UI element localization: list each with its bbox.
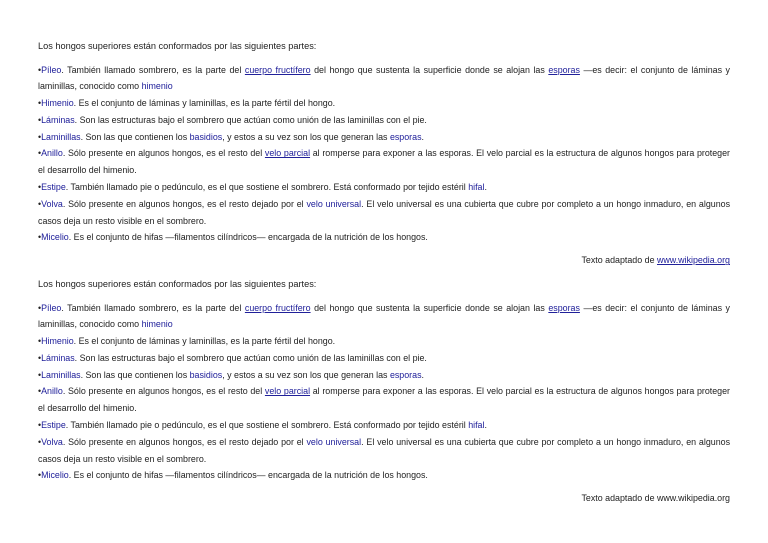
text-segment: al romperse para exponer a las esporas. El velo parcial es la estructura de algunos hongos para proteger el desarrollo del himenio. bbox=[38, 148, 730, 176]
term-label: Micelio bbox=[41, 470, 69, 481]
list-item bbox=[38, 333, 730, 350]
text-segment: . bbox=[421, 131, 424, 142]
term-label: Himenio bbox=[41, 98, 74, 109]
term-label: Píleo bbox=[41, 302, 62, 313]
keyword: basidios bbox=[189, 131, 223, 142]
bullet: • bbox=[38, 436, 42, 447]
source-line bbox=[38, 252, 730, 268]
text-segment: del hongo que sustenta la superficie donde se alojan las bbox=[310, 64, 549, 75]
parts-list bbox=[38, 62, 730, 247]
term-label: Láminas bbox=[41, 352, 75, 363]
term-label: Himenio bbox=[41, 336, 74, 347]
text-segment: . bbox=[484, 182, 487, 193]
inline-link[interactable]: velo parcial bbox=[264, 148, 311, 159]
text-segment: . Es el conjunto de hifas —filamentos cilíndricos— encargada de la nutrición de los hongos. bbox=[68, 470, 428, 481]
bullet: • bbox=[38, 198, 42, 209]
keyword: velo universal bbox=[306, 198, 362, 209]
text-segment: . Son las estructuras bajo el sombrero que actúan como unión de las laminillas con el pie. bbox=[74, 352, 427, 363]
bullet: • bbox=[38, 369, 42, 380]
list-item bbox=[38, 434, 730, 468]
term-label: Volva bbox=[41, 198, 63, 209]
keyword: hifal bbox=[468, 420, 485, 431]
source-prefix: Texto adaptado de bbox=[581, 255, 657, 266]
bullet: • bbox=[38, 302, 42, 313]
text-segment: . También llamado pie o pedúnculo, es el que sostiene el sombrero. Está conformado por tejido estéril bbox=[65, 420, 469, 431]
intro-text: Los hongos superiores están conformados por las siguientes partes: bbox=[38, 41, 317, 51]
bullet: • bbox=[38, 182, 42, 193]
text-segment: , y estos a su vez son los que generan las bbox=[222, 131, 390, 142]
term-label: Laminillas bbox=[41, 369, 81, 380]
inline-link[interactable]: esporas bbox=[548, 302, 580, 313]
text-segment: . Es el conjunto de láminas y laminillas, es la parte fértil del hongo. bbox=[73, 336, 336, 347]
text-segment: . También llamado sombrero, es la parte del bbox=[61, 302, 245, 313]
text-block-1 bbox=[38, 38, 730, 268]
list-item bbox=[38, 95, 730, 112]
text-segment: , y estos a su vez son los que generan las bbox=[222, 369, 390, 380]
text-segment: . bbox=[421, 369, 424, 380]
list-item bbox=[38, 179, 730, 196]
keyword: esporas bbox=[389, 369, 422, 380]
keyword: basidios bbox=[189, 369, 223, 380]
keyword: himenio bbox=[141, 319, 173, 330]
bullet: • bbox=[38, 386, 42, 397]
bullet: • bbox=[38, 148, 42, 159]
text-segment: . Son las estructuras bajo el sombrero que actúan como unión de las laminillas con el pie. bbox=[74, 114, 427, 125]
bullet: • bbox=[38, 420, 42, 431]
term-label: Estipe bbox=[41, 420, 66, 431]
term-label: Estipe bbox=[41, 182, 66, 193]
text-segment: . Son las que contienen los bbox=[80, 131, 190, 142]
bullet: • bbox=[38, 232, 42, 243]
bullet: • bbox=[38, 64, 42, 75]
source-text: www.wikipedia.org bbox=[656, 493, 730, 504]
source-link[interactable]: www.wikipedia.org bbox=[656, 255, 730, 266]
inline-link[interactable]: cuerpo fructífero bbox=[244, 302, 311, 313]
list-item bbox=[38, 350, 730, 367]
text-segment: . Sólo presente en algunos hongos, es el resto dejado por el bbox=[62, 436, 307, 447]
list-item bbox=[38, 62, 730, 96]
intro-text: Los hongos superiores están conformados por las siguientes partes: bbox=[38, 279, 317, 289]
text-block-2 bbox=[38, 276, 730, 506]
list-item bbox=[38, 467, 730, 484]
keyword: hifal bbox=[468, 182, 485, 193]
keyword: himenio bbox=[141, 81, 173, 92]
bullet: • bbox=[38, 470, 42, 481]
text-segment: al romperse para exponer a las esporas. El velo parcial es la estructura de algunos hongos para proteger el desarrollo del himenio. bbox=[38, 386, 730, 414]
bullet: • bbox=[38, 352, 42, 363]
term-label: Anillo bbox=[41, 386, 63, 397]
text-segment: . Sólo presente en algunos hongos, es el resto del bbox=[62, 386, 265, 397]
text-segment: . bbox=[484, 420, 487, 431]
text-segment: —es decir: el conjunto de láminas y laminillas, conocido como bbox=[38, 302, 730, 330]
text-segment: . También llamado pie o pedúnculo, es el que sostiene el sombrero. Está conformado por tejido estéril bbox=[65, 182, 469, 193]
parts-list bbox=[38, 300, 730, 485]
list-item bbox=[38, 417, 730, 434]
inline-link[interactable]: esporas bbox=[548, 64, 580, 75]
text-segment: . Sólo presente en algunos hongos, es el resto del bbox=[62, 148, 265, 159]
keyword: esporas bbox=[389, 131, 422, 142]
list-item bbox=[38, 367, 730, 384]
text-segment: del hongo que sustenta la superficie donde se alojan las bbox=[310, 302, 549, 313]
term-label: Píleo bbox=[41, 64, 62, 75]
list-item bbox=[38, 300, 730, 334]
bullet: • bbox=[38, 131, 42, 142]
list-item bbox=[38, 112, 730, 129]
term-label: Láminas bbox=[41, 114, 75, 125]
text-segment: . Es el conjunto de hifas —filamentos cilíndricos— encargada de la nutrición de los hongos. bbox=[68, 232, 428, 243]
source-line bbox=[38, 490, 730, 506]
inline-link[interactable]: cuerpo fructífero bbox=[244, 64, 311, 75]
list-item bbox=[38, 196, 730, 230]
term-label: Laminillas bbox=[41, 131, 81, 142]
text-segment: —es decir: el conjunto de láminas y laminillas, conocido como bbox=[38, 64, 730, 92]
bullet: • bbox=[38, 336, 42, 347]
text-segment: . Es el conjunto de láminas y laminillas, es la parte fértil del hongo. bbox=[73, 98, 336, 109]
source-prefix: Texto adaptado de bbox=[581, 493, 657, 504]
bullet: • bbox=[38, 114, 42, 125]
inline-link[interactable]: velo parcial bbox=[264, 386, 311, 397]
list-item bbox=[38, 229, 730, 246]
term-label: Micelio bbox=[41, 232, 69, 243]
text-segment: . Sólo presente en algunos hongos, es el resto dejado por el bbox=[62, 198, 307, 209]
bullet: • bbox=[38, 98, 42, 109]
list-item bbox=[38, 129, 730, 146]
list-item bbox=[38, 383, 730, 417]
text-segment: . Son las que contienen los bbox=[80, 369, 190, 380]
text-segment: . El velo universal es una cubierta que cubre por completo a un hongo inmaduro, en algunos casos deja un resto visible en el sombrero. bbox=[38, 198, 731, 226]
term-label: Anillo bbox=[41, 148, 63, 159]
keyword: velo universal bbox=[306, 436, 362, 447]
text-segment: . El velo universal es una cubierta que cubre por completo a un hongo inmaduro, en algunos casos deja un resto visible en el sombrero. bbox=[38, 436, 731, 464]
text-segment: . También llamado sombrero, es la parte del bbox=[61, 64, 245, 75]
term-label: Volva bbox=[41, 436, 63, 447]
list-item bbox=[38, 145, 730, 179]
